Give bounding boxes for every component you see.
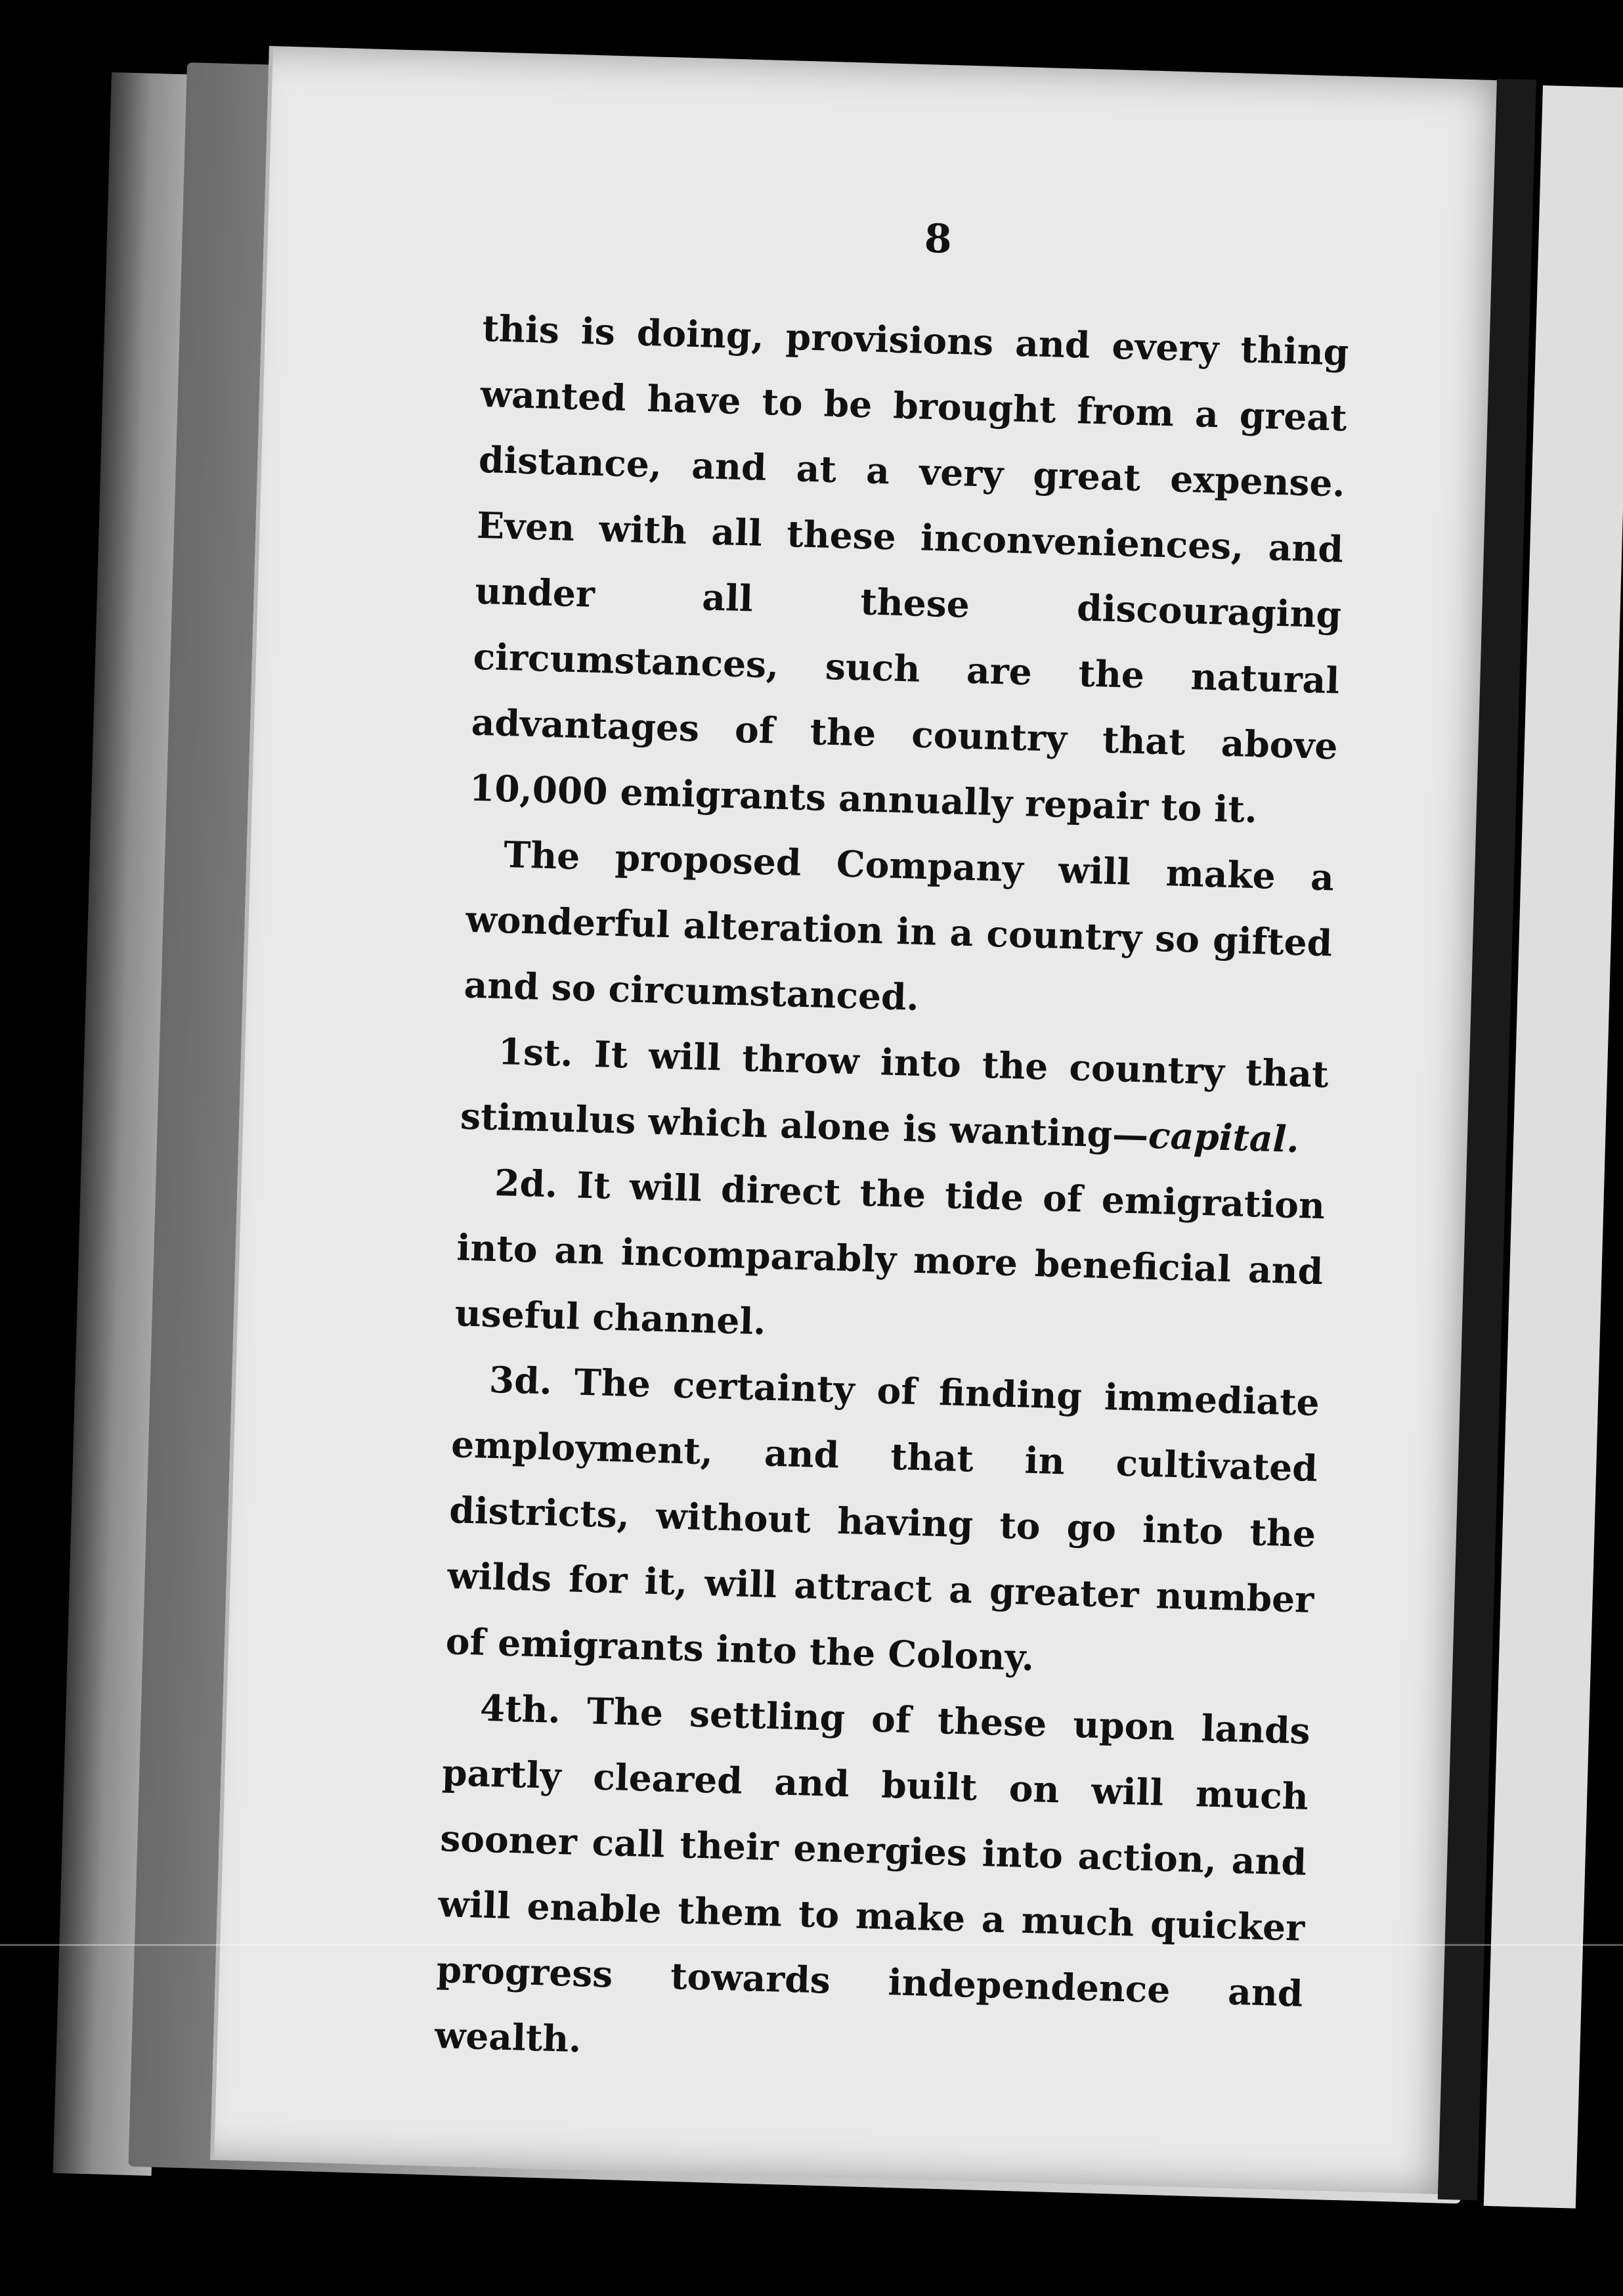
paragraph-2-text: The proposed Company will make a wonderful alteration in a country so gifted and so circumstanced. <box>463 833 1335 1019</box>
page-number: 8 <box>923 215 953 263</box>
paragraph-3 <box>460 1018 1330 1174</box>
paragraph-1 <box>469 296 1350 845</box>
paragraph-1-text: this is doing, provisions and every thing wanted have to be brought from a great distance, and at a very great expense. Even with all these inconveniences, and under all these discouraging circumstances, such are the natural advantages of the country that above 10,000 emigrants annually repair to it. <box>469 306 1350 831</box>
paragraph-4-text: 2d. It will direct the tide of emigration into an incomparably more beneficial and useful channel. <box>454 1160 1326 1343</box>
paragraph-6-text: 4th. The settling of these upon lands partly cleared and built on will much sooner call their energies into action, and will enable them to make a much quicker progress towards independence and wealth. <box>434 1686 1311 2061</box>
paragraph-4 <box>454 1149 1326 1370</box>
paragraph-3-italic: capital. <box>1148 1113 1300 1161</box>
paragraph-5 <box>444 1346 1320 1698</box>
paragraph-5-text: 3d. The certainty of finding immediate employment, and that in cultivated districts, without having to go into the wilds for it, will attract a greater number of emigrants into the Colony. <box>444 1358 1320 1679</box>
paragraph-3-text: 1st. It will throw into the country that stimulus which alone is wanting— <box>460 1030 1330 1157</box>
paragraph-6 <box>434 1674 1311 2092</box>
page-text-block <box>434 204 1352 2092</box>
paragraph-2 <box>463 821 1335 1042</box>
